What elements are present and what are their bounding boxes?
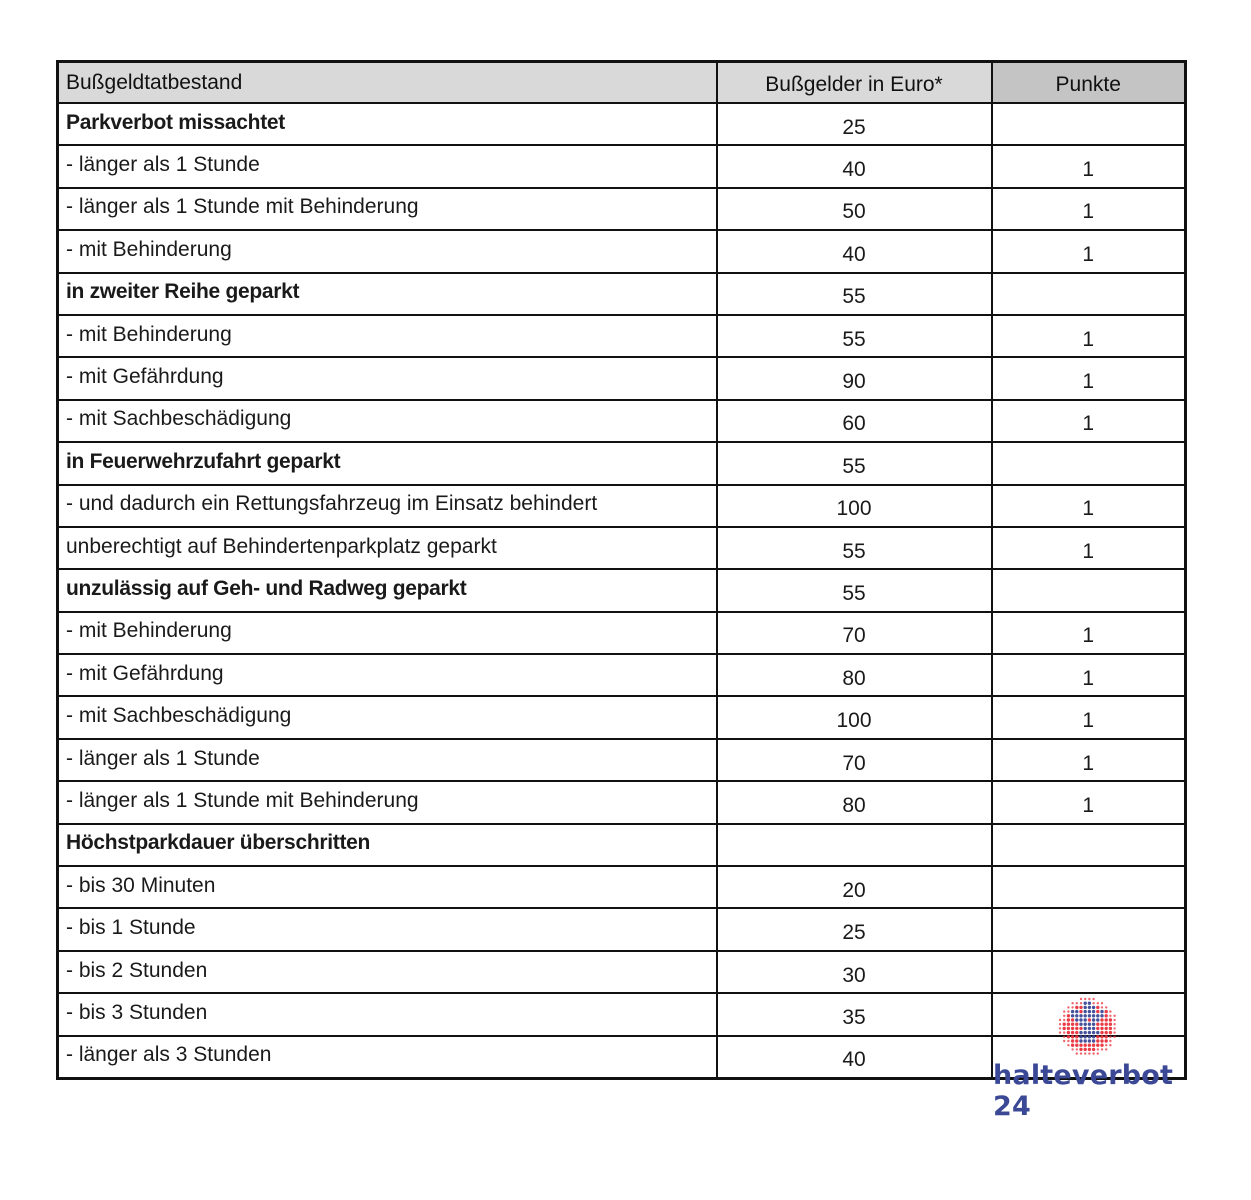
offense-cell: unberechtigt auf Behindertenparkplatz geparkt bbox=[58, 527, 717, 569]
offense-cell: - länger als 3 Stunden bbox=[58, 1036, 717, 1079]
offense-cell: in zweiter Reihe geparkt bbox=[58, 273, 717, 315]
offense-cell: - mit Gefährdung bbox=[58, 357, 717, 399]
points-cell bbox=[992, 273, 1186, 315]
table-row bbox=[58, 400, 1186, 442]
offense-cell: - bis 3 Stunden bbox=[58, 993, 717, 1035]
fine-cell: 70 bbox=[717, 612, 992, 654]
fine-cell: 100 bbox=[717, 696, 992, 738]
offense-cell: - länger als 1 Stunde bbox=[58, 145, 717, 187]
points-cell: 1 bbox=[992, 145, 1186, 187]
table-row bbox=[58, 485, 1186, 527]
points-cell: 1 bbox=[992, 188, 1186, 230]
table-body bbox=[58, 103, 1186, 1078]
fine-cell: 40 bbox=[717, 1036, 992, 1079]
fine-cell: 100 bbox=[717, 485, 992, 527]
offense-cell: - und dadurch ein Rettungsfahrzeug im Einsatz behindert bbox=[58, 485, 717, 527]
table-row bbox=[58, 103, 1186, 145]
points-cell bbox=[992, 951, 1186, 993]
points-cell: 1 bbox=[992, 485, 1186, 527]
fine-cell: 25 bbox=[717, 908, 992, 950]
points-cell: 1 bbox=[992, 739, 1186, 781]
fine-cell: 80 bbox=[717, 654, 992, 696]
offense-cell: in Feuerwehrzufahrt geparkt bbox=[58, 442, 717, 484]
points-cell: 1 bbox=[992, 527, 1186, 569]
table-row bbox=[58, 442, 1186, 484]
offense-cell: - mit Gefährdung bbox=[58, 654, 717, 696]
offense-cell: - bis 30 Minuten bbox=[58, 866, 717, 908]
table-row bbox=[58, 866, 1186, 908]
table-row bbox=[58, 188, 1186, 230]
offense-cell: Parkverbot missachtet bbox=[58, 103, 717, 145]
header-points: Punkte bbox=[992, 62, 1186, 104]
fine-cell: 20 bbox=[717, 866, 992, 908]
dotted-circle-logo-icon bbox=[1057, 996, 1119, 1058]
table-header-row bbox=[58, 62, 1186, 104]
offense-cell: Höchstparkdauer überschritten bbox=[58, 824, 717, 866]
halteverbot24-logo bbox=[990, 996, 1190, 1122]
table-row bbox=[58, 612, 1186, 654]
points-cell bbox=[992, 103, 1186, 145]
offense-cell: - länger als 1 Stunde bbox=[58, 739, 717, 781]
table-row bbox=[58, 569, 1186, 611]
fine-cell: 30 bbox=[717, 951, 992, 993]
points-cell bbox=[992, 866, 1186, 908]
table-row bbox=[58, 781, 1186, 823]
points-cell: 1 bbox=[992, 357, 1186, 399]
table-row bbox=[58, 145, 1186, 187]
points-cell bbox=[992, 569, 1186, 611]
offense-cell: - mit Behinderung bbox=[58, 315, 717, 357]
offense-cell: - mit Behinderung bbox=[58, 230, 717, 272]
fine-cell: 55 bbox=[717, 569, 992, 611]
header-fine: Bußgelder in Euro* bbox=[717, 62, 992, 104]
fine-cell bbox=[717, 824, 992, 866]
table-row bbox=[58, 654, 1186, 696]
table-row bbox=[58, 908, 1186, 950]
fine-cell: 50 bbox=[717, 188, 992, 230]
table-row bbox=[58, 824, 1186, 866]
table-row bbox=[58, 696, 1186, 738]
fine-cell: 90 bbox=[717, 357, 992, 399]
offense-cell: - mit Sachbeschädigung bbox=[58, 400, 717, 442]
fine-cell: 80 bbox=[717, 781, 992, 823]
fine-cell: 55 bbox=[717, 527, 992, 569]
points-cell: 1 bbox=[992, 400, 1186, 442]
points-cell bbox=[992, 442, 1186, 484]
header-offense: Bußgeldtatbestand bbox=[58, 62, 717, 104]
table-row bbox=[58, 739, 1186, 781]
points-cell: 1 bbox=[992, 315, 1186, 357]
fines-table bbox=[56, 60, 1187, 1080]
fine-cell: 55 bbox=[717, 273, 992, 315]
points-cell bbox=[992, 824, 1186, 866]
fine-cell: 70 bbox=[717, 739, 992, 781]
offense-cell: - mit Behinderung bbox=[58, 612, 717, 654]
points-cell: 1 bbox=[992, 781, 1186, 823]
table-row bbox=[58, 951, 1186, 993]
table-row bbox=[58, 273, 1186, 315]
points-cell: 1 bbox=[992, 612, 1186, 654]
points-cell bbox=[992, 908, 1186, 950]
offense-cell: - bis 1 Stunde bbox=[58, 908, 717, 950]
offense-cell: - länger als 1 Stunde mit Behinderung bbox=[58, 188, 717, 230]
fine-cell: 25 bbox=[717, 103, 992, 145]
table-row bbox=[58, 357, 1186, 399]
offense-cell: unzulässig auf Geh- und Radweg geparkt bbox=[58, 569, 717, 611]
offense-cell: - bis 2 Stunden bbox=[58, 951, 717, 993]
fine-cell: 55 bbox=[717, 315, 992, 357]
points-cell: 1 bbox=[992, 230, 1186, 272]
fine-cell: 55 bbox=[717, 442, 992, 484]
table-row bbox=[58, 230, 1186, 272]
fine-cell: 40 bbox=[717, 230, 992, 272]
points-cell: 1 bbox=[992, 696, 1186, 738]
points-cell: 1 bbox=[992, 654, 1186, 696]
table-row bbox=[58, 315, 1186, 357]
offense-cell: - mit Sachbeschädigung bbox=[58, 696, 717, 738]
table-row bbox=[58, 527, 1186, 569]
fine-cell: 35 bbox=[717, 993, 992, 1035]
fine-cell: 40 bbox=[717, 145, 992, 187]
fine-cell: 60 bbox=[717, 400, 992, 442]
offense-cell: - länger als 1 Stunde mit Behinderung bbox=[58, 781, 717, 823]
logo-text: halteverbot 24 bbox=[993, 1060, 1174, 1122]
